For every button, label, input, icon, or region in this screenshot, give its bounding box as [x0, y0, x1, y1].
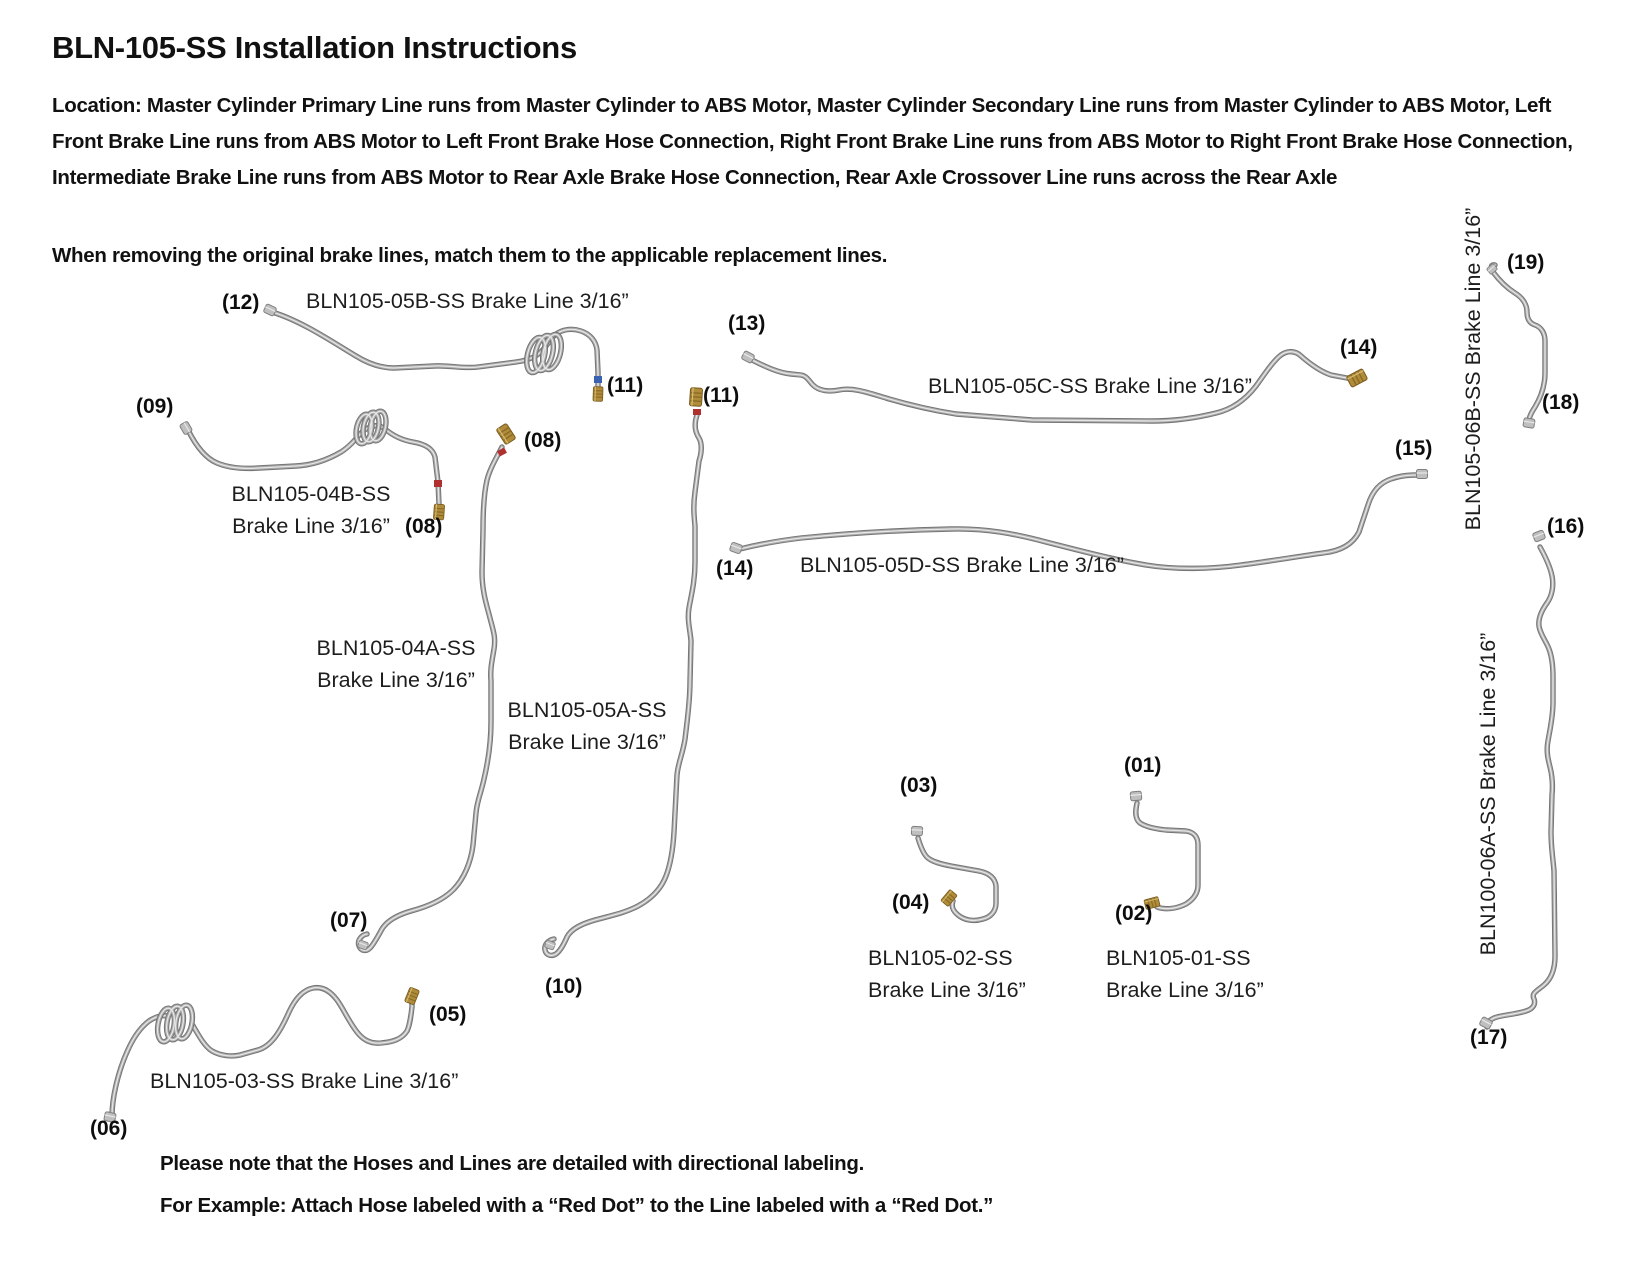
callout-01: (01) [1124, 754, 1162, 777]
part-label-02-line-2: Brake Line 3/16” [868, 978, 1026, 1002]
part-label-05c-line-1: BLN105-05C-SS Brake Line 3/16” [928, 374, 1252, 398]
fitting-02-top [911, 826, 922, 836]
part-label-05d-line-1: BLN105-05D-SS Brake Line 3/16” [800, 553, 1124, 577]
callout-16: (16) [1547, 515, 1585, 538]
brake-line-02 [918, 838, 996, 920]
part-label-03 [150, 1065, 458, 1097]
callout-11b: (11) [703, 384, 740, 407]
note-red-dot-example: For Example: Attach Hose labeled with a “Red Dot” to the Line labeled with a “Red Dot.” [160, 1194, 994, 1217]
brake-line-01 [1136, 803, 1198, 909]
callout-11a: (11) [607, 374, 644, 397]
fitting-05d-left [729, 542, 742, 554]
callout-05: (05) [429, 1003, 467, 1026]
part-label-04b-line-2: Brake Line 3/16” [232, 514, 390, 538]
part-label-05b-line-1: BLN105-05B-SS Brake Line 3/16” [306, 289, 629, 313]
callout-04: (04) [892, 891, 930, 914]
fitting-06a-top [1532, 530, 1546, 542]
part-label-04a-line-1: BLN105-04A-SS [316, 636, 476, 660]
fitting-05a-top [689, 388, 702, 407]
callout-18: (18) [1542, 391, 1580, 414]
blue-band-05b [594, 376, 602, 383]
callout-17: (17) [1470, 1026, 1508, 1049]
part-label-05a-line-2: Brake Line 3/16” [508, 730, 666, 754]
part-label-03-line-1: BLN105-03-SS Brake Line 3/16” [150, 1069, 459, 1093]
note-directional-labeling: Please note that the Hoses and Lines are detailed with directional labeling. [160, 1152, 864, 1175]
callout-10: (10) [545, 975, 583, 998]
page-title: BLN-105-SS Installation Instructions [52, 30, 577, 65]
part-label-04a [317, 632, 476, 696]
brake-line-06b [1491, 265, 1545, 421]
part-label-04a-line-2: Brake Line 3/16” [317, 668, 475, 692]
matching-instruction: When removing the original brake lines, match them to the applicable replacement lines. [52, 244, 888, 267]
brake-line-05b [272, 312, 598, 388]
fitting-05b-end [593, 387, 603, 402]
part-label-05c [928, 370, 1252, 402]
part-label-04b-line-1: BLN105-04B-SS [231, 482, 391, 506]
part-label-01 [1106, 942, 1264, 1006]
fitting-03-right [404, 987, 419, 1005]
part-label-01-line-2: Brake Line 3/16” [1106, 978, 1264, 1002]
fitting-05c-right [1346, 368, 1368, 387]
callout-19: (19) [1507, 251, 1545, 274]
callout-06: (06) [90, 1117, 128, 1140]
red-band-05a [693, 409, 701, 415]
part-label-06a-line-1: BLN100-06A-SS Brake Line 3/16” [1476, 632, 1500, 956]
callout-14b: (14) [716, 557, 754, 580]
callout-03: (03) [900, 774, 938, 797]
part-label-04b [232, 478, 391, 542]
part-label-01-line-1: BLN105-01-SS [1106, 946, 1251, 970]
part-label-05a [508, 694, 667, 758]
part-label-06a [1472, 633, 1504, 956]
callout-13: (13) [728, 312, 766, 335]
part-label-05d [800, 549, 1124, 581]
part-label-05b [306, 285, 629, 317]
location-paragraph: Location: Master Cylinder Primary Line runs from Master Cylinder to ABS Motor, Master Cylinder Secondary Line runs from Master Cylinder to ABS Motor, Left Front Brake Line runs from ABS Motor to Left Front Brake Hose Connection, Right Front Brake Line runs from ABS Motor to Right Front Brake Hose Connection, Intermediate Brake Line runs from ABS Motor to Rear Axle Brake Hose Connection, Rear Axle Crossover Line runs across the Rear Axle [52, 94, 1573, 189]
callout-08a: (08) [524, 429, 562, 452]
red-band-04b [434, 480, 442, 487]
callout-02: (02) [1115, 902, 1153, 925]
part-label-06b [1457, 208, 1489, 531]
fitting-06b-bottom [1523, 418, 1535, 429]
part-label-05a-line-1: BLN105-05A-SS [507, 698, 667, 722]
part-label-02-line-1: BLN105-02-SS [868, 946, 1013, 970]
brake-line-05a [545, 415, 701, 955]
fitting-04a-top [496, 423, 516, 445]
part-label-06b-line-1: BLN105-06B-SS Brake Line 3/16” [1461, 207, 1485, 531]
fitting-05d-right [1417, 470, 1428, 479]
part-label-02 [868, 942, 1026, 1006]
callout-07: (07) [330, 909, 368, 932]
callout-08b: (08) [405, 515, 443, 538]
callout-14a: (14) [1340, 336, 1378, 359]
callout-09: (09) [136, 395, 174, 418]
fitting-01-top [1130, 791, 1142, 801]
callout-15: (15) [1395, 437, 1433, 460]
callout-12: (12) [222, 291, 260, 314]
